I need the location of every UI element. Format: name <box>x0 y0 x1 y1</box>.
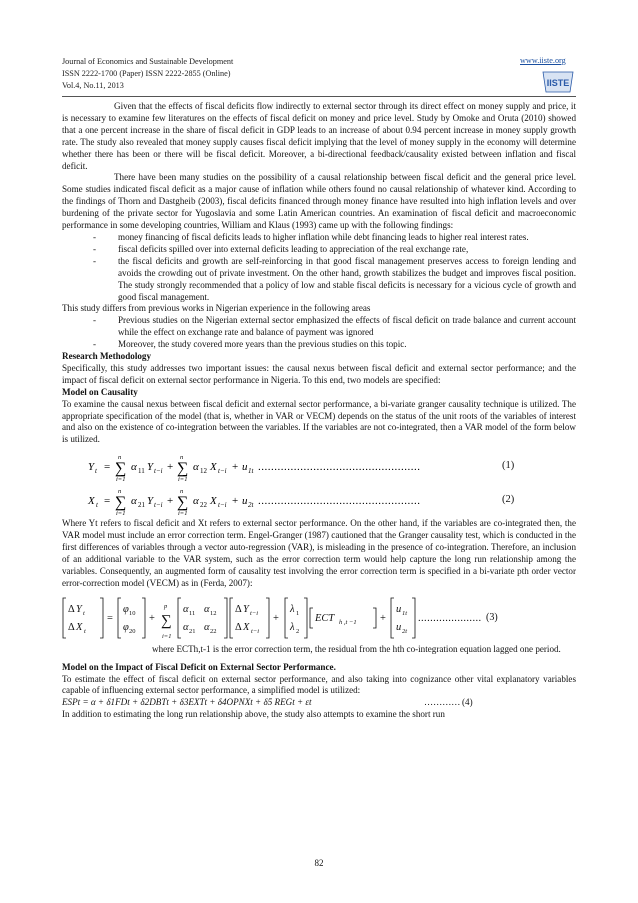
svg-text:t−i: t−i <box>250 609 258 617</box>
svg-text:n: n <box>118 454 122 462</box>
paragraph-1: Given that the effects of fiscal deficits flow indirectly to external sector through its direct effect on money supply and price, it is necessary to examine few literatures on the effects of fiscal deficit on money and price level. Study by Omoke and Oruta (2010) showed that a one percent increase in the share of fiscal deficit in GDP leads to an increase of about 0.94 percent increase in money supply growth rate. The study also revealed that money supply causes fiscal deficit implying that the level of money supply in the economy will determine whether there has been or there will be fiscal deficit. Moreover, a bi-directional feedback/causality existed between inflation and fiscal deficit. <box>62 101 576 171</box>
svg-text:α: α <box>183 621 189 633</box>
journal-issn: ISSN 2222-1700 (Paper) ISSN 2222-2855 (Online) <box>62 69 231 78</box>
list-item: - Previous studies on the Nigerian external sector emphasized the effects of fiscal deficit on trade balance and current account while the effect on exchange rate and balance of payment was ignored <box>93 315 576 338</box>
svg-text:n: n <box>180 488 184 496</box>
svg-text:t−i: t−i <box>154 501 163 510</box>
svg-text:+: + <box>167 461 174 474</box>
equation-4-number: (4) <box>462 697 473 708</box>
svg-text:α: α <box>183 603 189 615</box>
paragraph-4: Specifically, this study addresses two important issues: the causal nexus between fiscal deficit and external sector performance; and the impact of fiscal deficit on external sector performance in Nigeria. To this end, two models are specified: <box>62 362 576 385</box>
svg-text:.....................: ..................... <box>418 612 482 624</box>
svg-text:Δ: Δ <box>68 603 75 615</box>
svg-text:Y: Y <box>147 461 154 474</box>
heading-model-impact: Model on the Impact of Fiscal Deficit on External Sector Performance. <box>62 661 336 672</box>
equation-3-number: (3) <box>486 611 498 623</box>
svg-text:n: n <box>118 488 122 496</box>
svg-text:1: 1 <box>296 609 300 617</box>
paragraph-7: where ECTh,t-1 is the error correction term, the residual from the hth co-integration equation lagged one period. <box>152 643 561 654</box>
article-body <box>62 101 576 721</box>
svg-text:1t: 1t <box>402 609 408 617</box>
svg-text:α: α <box>131 495 137 508</box>
svg-text:X: X <box>243 621 250 633</box>
svg-text:i=1: i=1 <box>178 476 188 484</box>
equation-4 <box>62 697 576 709</box>
paragraph-5: To examine the causal nexus between fiscal deficit and external sector performance, a bi-variate granger causality technique is utilized. The appropriate specification of the model (that is, whether in VAR or VECM) depends on the status of the unit roots of the variables of interest and also on the existence of co-integration between the variables. If the variables are not co-integrated, then a VAR model of the form below is utilized. <box>62 398 576 445</box>
list-item: - Moreover, the study covered more years than the previous studies on this topic. <box>93 339 407 350</box>
svg-text:X: X <box>210 461 217 474</box>
svg-text:t: t <box>95 467 97 476</box>
svg-text:=: = <box>104 461 111 474</box>
logo-text: IISTE <box>546 78 570 88</box>
journal-volume: Vol.4, No.11, 2013 <box>62 81 124 90</box>
svg-text:α: α <box>193 461 199 474</box>
svg-text:Y: Y <box>76 603 82 615</box>
svg-text:Y: Y <box>88 461 95 474</box>
svg-text:Δ: Δ <box>68 621 75 633</box>
svg-text:u: u <box>396 621 402 633</box>
svg-text:t: t <box>96 501 98 510</box>
svg-text:X: X <box>210 495 217 508</box>
differences-list <box>62 315 576 351</box>
svg-text:..............................: .................................................. <box>258 495 421 508</box>
svg-text:22: 22 <box>210 627 217 635</box>
svg-text:20: 20 <box>129 627 136 635</box>
equation-2-number: (2) <box>502 494 515 506</box>
svg-text:i=1: i=1 <box>116 476 126 484</box>
svg-text:h ,t −1: h ,t −1 <box>339 618 357 626</box>
equation-1 <box>62 450 576 484</box>
svg-text:u: u <box>242 495 248 508</box>
svg-text:u: u <box>396 603 402 615</box>
equation-4-number-dots: ………… <box>424 697 461 708</box>
svg-text:α: α <box>204 621 210 633</box>
svg-text:=: = <box>104 495 111 508</box>
svg-text:+: + <box>273 612 279 624</box>
page-number: 82 <box>314 858 324 868</box>
svg-text:t−i: t−i <box>154 467 163 476</box>
svg-text:n: n <box>180 454 184 462</box>
svg-text:..............................: .................................................. <box>258 461 421 474</box>
svg-text:t: t <box>84 627 86 635</box>
paragraph-8: To estimate the effect of fiscal deficit on external sector performance, and also taking into cognizance other vital explanatory variables capable of influencing external sector performance, a simplified model is utilized: <box>62 673 576 696</box>
equation-4-formula: ESPt = α + δ1FDt + δ2DBTt + δ3EXTt + δ4OPNXt + δ5 REGt + εt <box>62 697 312 708</box>
svg-text:+: + <box>232 495 239 508</box>
findings-list <box>62 232 576 303</box>
equation-1-formula <box>62 450 576 484</box>
equation-1-number: (1) <box>502 460 515 472</box>
svg-text:∑: ∑ <box>115 494 127 512</box>
svg-text:2t: 2t <box>248 501 254 510</box>
svg-text:Δ: Δ <box>235 603 242 615</box>
svg-text:12: 12 <box>210 609 217 617</box>
svg-text:∑: ∑ <box>161 612 172 629</box>
list-item: - money financing of fiscal deficits leads to higher inflation while debt financing leads to higher real interest rates. <box>93 231 529 242</box>
svg-text:Δ: Δ <box>235 621 242 633</box>
svg-text:11: 11 <box>189 609 196 617</box>
svg-text:X: X <box>76 621 83 633</box>
svg-text:λ: λ <box>290 603 295 615</box>
svg-text:2: 2 <box>296 627 300 635</box>
svg-text:+: + <box>380 612 386 624</box>
journal-title: Journal of Economics and Sustainable Development <box>62 57 234 66</box>
svg-text:X: X <box>88 495 95 508</box>
iiste-logo-icon <box>540 68 576 96</box>
svg-text:ECT: ECT <box>315 612 335 624</box>
svg-text:φ: φ <box>123 603 129 615</box>
svg-text:+: + <box>149 612 155 624</box>
paragraph-6: Where Yt refers to fiscal deficit and Xt refers to external sector performance. On the other hand, if the variables are co-integrated then, the VAR model must include an error correction term. Engel-Granger (1987) cautioned that the Granger causality test, which is conducted in the first differences of variables through a vector auto-regression (VAR), is misleading in the presence of co-integration. Therefore, an inclusion of an additional variable to the VAR system, such as the error correction term would help capture the long run relationship among the variables. Consequently, an augmented form of causality test involving the error correction term is specified in a bi-variate pth order vector error-correction model (VECM) as in (Ferda, 2007): <box>62 518 576 588</box>
svg-text:φ: φ <box>123 621 129 633</box>
list-item: - the fiscal deficits and growth are self-reinforcing in that good fiscal management preserves access to foreign lending and avoids the crowding out of private investment. On the other hand, growth stabilizes the budget and improves fiscal position. The study strongly recommended that a policy of low and stable fiscal deficits is necessary for a vicious cycle of growth and good fiscal management. <box>93 255 576 302</box>
svg-text:11: 11 <box>138 467 145 476</box>
svg-text:t−i: t−i <box>251 627 259 635</box>
svg-text:=: = <box>107 612 113 624</box>
list-item: - fiscal deficits spilled over into external deficits leading to appreciation of the real exchange rate, <box>93 243 469 254</box>
svg-text:i=1: i=1 <box>162 632 172 640</box>
svg-text:α: α <box>204 603 210 615</box>
journal-url[interactable]: www.iiste.org <box>520 56 566 65</box>
svg-text:α: α <box>131 461 137 474</box>
svg-text:t−i: t−i <box>218 467 227 476</box>
svg-text:λ: λ <box>290 621 295 633</box>
svg-text:t−i: t−i <box>218 501 227 510</box>
svg-text:21: 21 <box>189 627 196 635</box>
svg-text:21: 21 <box>138 501 145 510</box>
paragraph-3: This study differs from previous works in Nigerian experience in the following areas <box>62 303 371 314</box>
svg-text:2t: 2t <box>402 627 408 635</box>
equation-2 <box>62 484 576 518</box>
equation-2-formula <box>62 484 576 518</box>
svg-text:t: t <box>83 609 85 617</box>
header-divider <box>62 96 576 97</box>
svg-text:12: 12 <box>200 467 207 476</box>
svg-text:22: 22 <box>200 501 207 510</box>
svg-text:i=1: i=1 <box>116 510 126 518</box>
svg-text:u: u <box>242 461 248 474</box>
svg-text:i=1: i=1 <box>178 510 188 518</box>
svg-text:∑: ∑ <box>115 460 127 478</box>
equation-3-formula <box>62 592 576 644</box>
svg-text:1t: 1t <box>248 467 254 476</box>
svg-text:+: + <box>167 495 174 508</box>
svg-text:+: + <box>232 461 239 474</box>
heading-model-causality: Model on Causality <box>62 386 138 397</box>
svg-text:Y: Y <box>147 495 154 508</box>
svg-text:α: α <box>193 495 199 508</box>
paragraph-9: In addition to estimating the long run relationship above, the study also attempts to examine the short run <box>62 709 445 720</box>
svg-text:∑: ∑ <box>177 494 189 512</box>
paragraph-2: There have been many studies on the possibility of a causal relationship between fiscal deficit and the general price level. Some studies indicated fiscal deficit as a major cause of inflation while others found no causal relationship of whatever kind. According to the findings of Thorn and Dastgheib (2003), fiscal deficits financed through money finance have resulted into high inflation levels and over burdening of the private sector for Yugoslavia and some Latin American countries. An examination of fiscal deficit and macroeconomic performance in some developing countries, William and Klaus (1993) came up with the following findings: <box>62 172 576 231</box>
svg-text:10: 10 <box>129 609 136 617</box>
svg-text:∑: ∑ <box>177 460 189 478</box>
equation-3 <box>62 592 576 644</box>
svg-text:Y: Y <box>243 603 249 615</box>
heading-research-methodology: Research Methodology <box>62 351 151 362</box>
svg-text:p: p <box>164 602 168 610</box>
